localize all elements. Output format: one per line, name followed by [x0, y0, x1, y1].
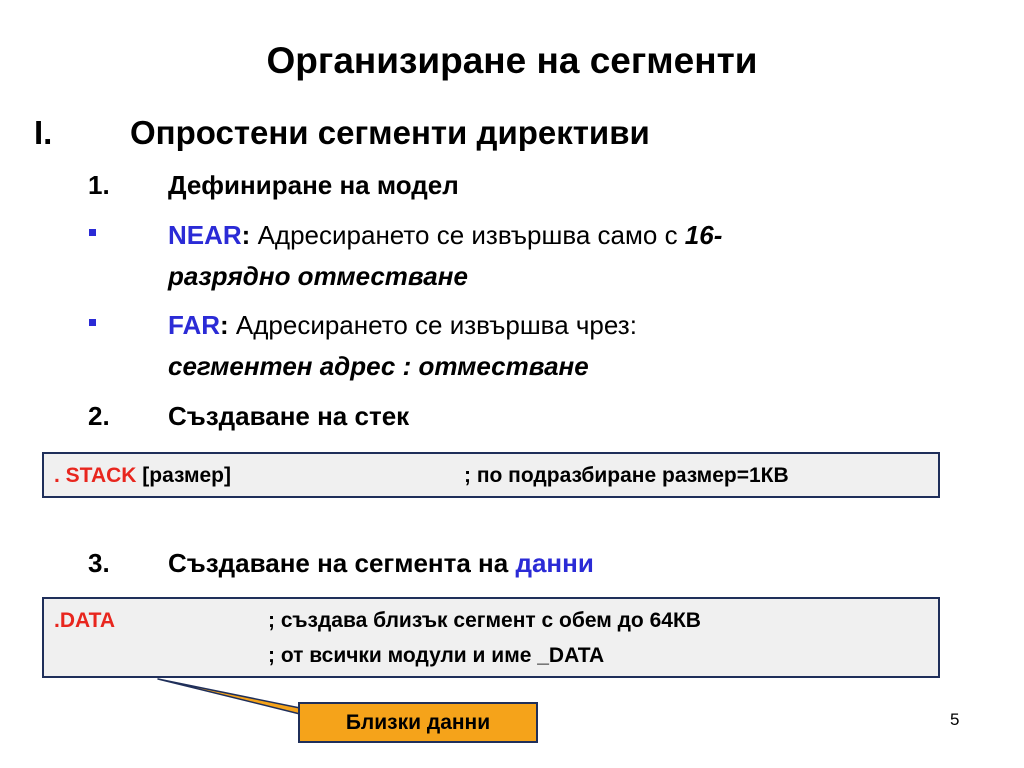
stack-arg: [размер]: [136, 464, 231, 487]
item-2-label: Създаване на стек: [168, 401, 410, 431]
far-text: Адресирането се извършва чрез:: [228, 310, 637, 340]
square-bullet-icon: [89, 319, 96, 326]
far-emph: сегментен адрес : отместване: [168, 351, 589, 381]
data-comment-line-2: ; от всички модули и име _DATA: [268, 644, 605, 667]
item-1-label: Дефиниране на модел: [168, 170, 459, 200]
slide-title: Организиране на сегменти: [266, 40, 758, 81]
callout-pointer-icon: [150, 675, 310, 715]
stack-code-line: [54, 464, 231, 488]
square-bullet-icon: [89, 229, 96, 236]
near-line-1: [168, 220, 722, 251]
far-colon: :: [220, 310, 229, 340]
stack-directive: . STACK: [54, 464, 137, 487]
near-keyword: NEAR: [168, 220, 242, 250]
data-comment-line-1: ; създава близък сегмент с обем до 64КВ: [268, 609, 701, 632]
callout-near-data: [298, 702, 538, 743]
page-number: 5: [950, 710, 960, 729]
section-marker: I.: [34, 114, 53, 151]
item-3-label: [168, 548, 594, 579]
stack-comment: ; по подразбиране размер=1КВ: [464, 464, 789, 487]
stack-code-box: [42, 452, 940, 498]
near-emph-1: 16-: [684, 220, 723, 250]
near-emph-2: разрядно отместване: [168, 261, 468, 291]
near-colon: :: [241, 220, 251, 250]
section-heading: Опростени сегменти директиви: [130, 114, 650, 151]
item-3-label-highlight: данни: [515, 548, 594, 578]
item-3-label-prefix: Създаване на сегмента на: [168, 548, 516, 578]
far-line-1: [168, 310, 637, 341]
item-1-number: 1.: [88, 170, 110, 200]
item-3-number: 3.: [88, 548, 110, 578]
item-2-number: 2.: [88, 401, 110, 431]
far-keyword: FAR: [168, 310, 220, 340]
near-text: Адресирането се извършва само с: [250, 220, 685, 250]
data-code-box: [42, 597, 940, 678]
data-directive: .DATA: [54, 609, 116, 632]
callout-label: Близки данни: [345, 710, 491, 734]
